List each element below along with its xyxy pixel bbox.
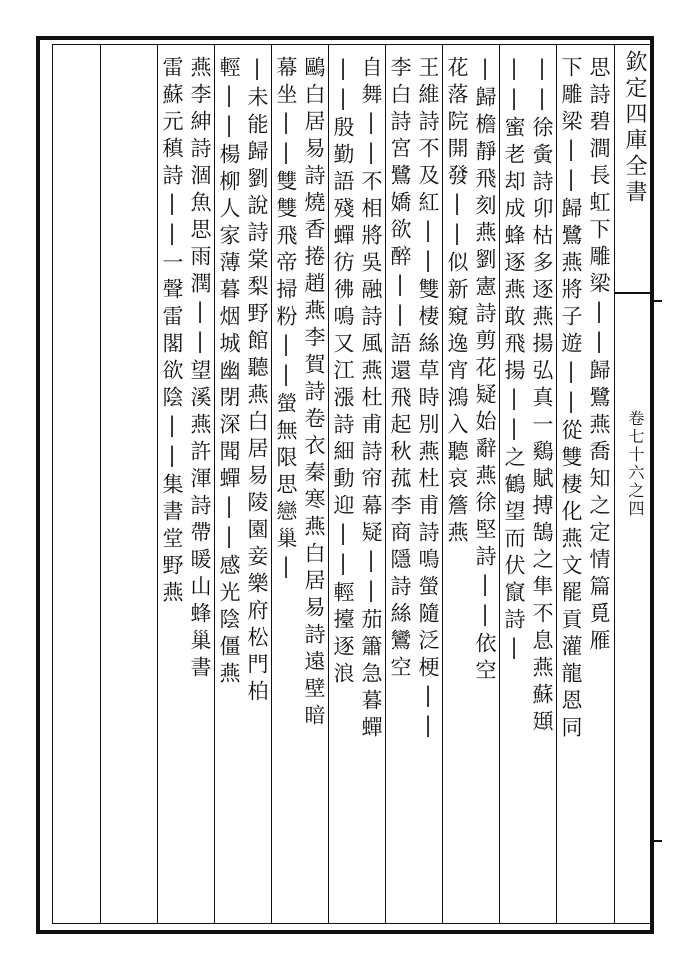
- text-column: ||蜜老却成蜂逐燕敢飛揚||之鶴望而伏竄詩|: [502, 56, 526, 665]
- text-column: 輕||楊柳人家薄暮烟城幽閉深聞蟬||感光陰僵燕: [217, 56, 241, 689]
- text-column: ||徐夤詩卯枯多逐燕揚弘真一鷄賦搏鵠之隼不息燕蘇頲: [530, 56, 554, 737]
- text-column: 王維詩不及紅||雙棲絲草時別燕杜甫詩鳴螢隨泛梗||: [416, 56, 440, 743]
- text-column: |未能歸劉說詩棠梨野館聽燕白居易陵園妾樂府松門柏: [245, 56, 269, 707]
- text-column: 思詩碧澗長虹下雕梁||歸鷺燕喬知之定情篇覓雁: [587, 56, 611, 656]
- column-rule: [100, 44, 101, 924]
- column-rule: [614, 44, 615, 924]
- text-column: 下雕梁||歸鷺燕將子遊||從雙棲化燕文罷貢灌龍恩同: [559, 56, 583, 743]
- folio-label: 卷七十六之四: [626, 410, 645, 518]
- text-column: 鷗白居易詩燒香捲趙燕李賀詩卷衣秦寒燕白居易詩遠壁暗: [302, 56, 326, 731]
- text-column: 雷蘇元稹詩||一聲雷閣欲陰||集書堂野燕: [160, 56, 184, 608]
- header-title: 欽定四庫全書: [622, 50, 647, 206]
- text-column: 幕坐||雙雙飛帝掃粉||螢無限思戀巢|: [274, 56, 298, 584]
- margin-tick: [652, 300, 662, 302]
- margin-tick: [652, 840, 662, 842]
- text-column: |歸檐靜飛刻燕劉憲詩剪花疑始辭燕徐堅詩||依空: [473, 56, 497, 686]
- text-column: 自舞||不相將吳融詩風燕杜甫詩帘幕疑||茄簫急暮蟬: [359, 56, 383, 743]
- text-column: 燕李紳詩涸魚思雨潤||望溪燕許渾詩帶暖山蜂巢書: [188, 56, 212, 683]
- text-column: 李白詩宮鷺嬌欲醉||語還飛起秋菰李商隱詩絲鸞空: [388, 56, 412, 683]
- text-column: 花落院開發||似新窺逸宵鴻入聽哀簷燕: [445, 56, 469, 548]
- text-column: ||殷勤語殘蟬彷彿鳴又江漲詩細動迎||輕擡逐浪: [331, 56, 355, 689]
